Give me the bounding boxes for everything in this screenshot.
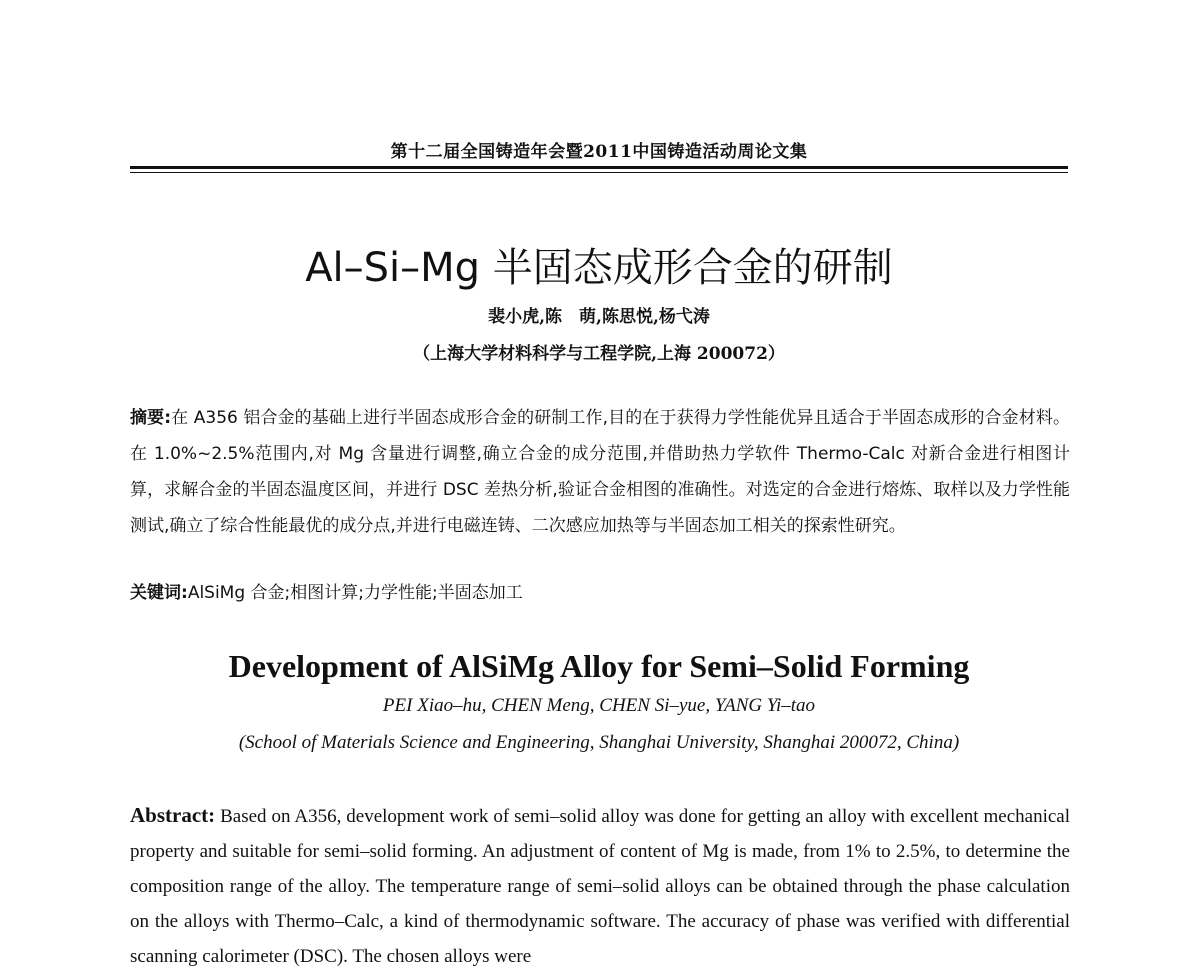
chinese-abstract-label: 摘要: (130, 408, 172, 428)
chinese-affiliation: （上海大学材料科学与工程学院,上海 200072） (413, 344, 785, 364)
chinese-title: Al–Si–Mg 半固态成形合金的研制 (305, 245, 893, 291)
chinese-keywords-text: AlSiMg 合金;相图计算;力学性能;半固态加工 (187, 583, 523, 603)
english-abstract (130, 798, 1070, 974)
chinese-keywords (130, 580, 1070, 606)
english-authors: PEI Xiao–hu, CHEN Meng, CHEN Si–yue, YANG Yi–tao (382, 695, 816, 716)
chinese-abstract (130, 400, 1070, 544)
english-title: Development of AlSiMg Alloy for Semi–Solid Forming (228, 648, 970, 684)
chinese-authors: 裴小虎,陈 萌,陈思悦,杨弋涛 (488, 307, 710, 327)
chinese-keywords-label: 关键词: (130, 583, 188, 603)
chinese-abstract-text: 在 A356 铝合金的基础上进行半固态成形合金的研制工作,目的在于获得力学性能优异且适合于半固态成形的合金材料。在 1.0%~2.5%范围内,对 Mg 含量进行调整,确立合金的成分范围,并借助热力学软件 Thermo-Calc 对新合金进行相图计算，求解合金的半固态温度区间，并进行 DSC 差热分析,验证合金相图的准确性。对选定的合金进行熔炼、取样以及力学性能测试,确立了综合性能最优的成分点,并进行电磁连铸、二次感应加热等与半固态加工相关的探索性研究。 (130, 408, 1070, 536)
english-affiliation: (School of Materials Science and Engineering, Shanghai University, Shanghai 200072, China) (238, 732, 960, 753)
english-abstract-label: Abstract: (130, 803, 216, 827)
header-rule-thin (130, 172, 1068, 173)
header-rule-thick (130, 166, 1068, 169)
running-head: 第十二届全国铸造年会暨2011中国铸造活动周论文集 (390, 142, 808, 162)
english-abstract-text: Based on A356, development work of semi–solid alloy was done for getting an alloy with excellent mechanical property and suitable for semi–solid forming. An adjustment of content of Mg is made, from 1% to 2.5%, to determine the composition range of the alloy. The temperature range of semi–solid alloys can be obtained through the phase calculation on the alloys with Thermo–Calc, a kind of thermodynamic software. The accuracy of phase was verified with differential scanning calorimeter (DSC). The chosen alloys were (130, 806, 1071, 967)
